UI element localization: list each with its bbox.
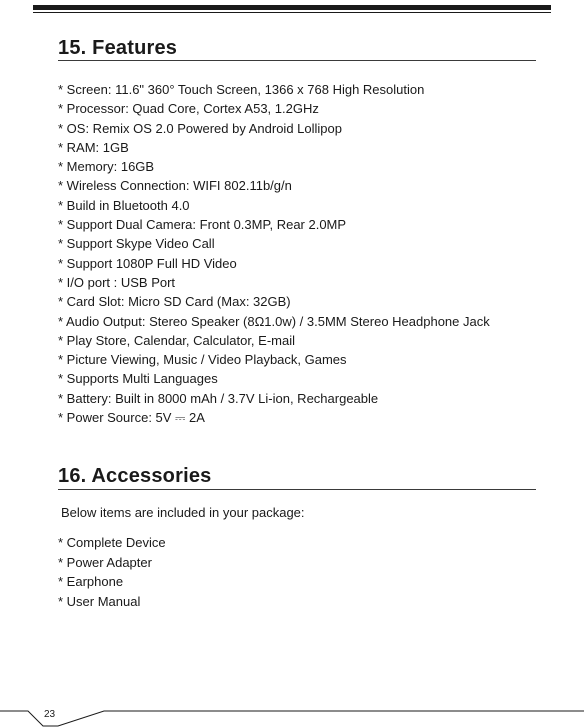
features-title: 15. Features bbox=[58, 37, 178, 59]
footer-tab-shape bbox=[0, 700, 584, 727]
accessories-title-rule bbox=[58, 489, 536, 490]
accessory-power-adapter: * Power Adapter bbox=[58, 554, 152, 570]
feature-camera: * Support Dual Camera: Front 0.3MP, Rear 2.0MP bbox=[58, 217, 347, 233]
feature-os: * OS: Remix OS 2.0 Powered by Android Lollipop bbox=[58, 120, 342, 136]
page-number: 23 bbox=[44, 709, 56, 720]
feature-power-source: * Power Source: 5V ⎓ 2A bbox=[58, 410, 205, 426]
feature-apps: * Play Store, Calendar, Calculator, E-mail bbox=[58, 332, 295, 348]
feature-video: * Support 1080P Full HD Video bbox=[58, 255, 237, 271]
feature-ram: * RAM: 1GB bbox=[58, 139, 129, 155]
header-rule-thick bbox=[33, 5, 551, 10]
accessories-list bbox=[58, 533, 166, 611]
feature-processor: * Processor: Quad Core, Cortex A53, 1.2GHz bbox=[58, 101, 319, 117]
feature-skype: * Support Skype Video Call bbox=[58, 236, 215, 252]
feature-languages: * Supports Multi Languages bbox=[58, 371, 218, 387]
feature-audio-output: * Audio Output: Stereo Speaker (8Ω1.0w) / 3.5MM Stereo Headphone Jack bbox=[58, 313, 490, 329]
accessory-user-manual: * User Manual bbox=[58, 593, 141, 609]
accessories-intro: Below items are included in your package: bbox=[61, 505, 305, 520]
feature-card-slot: * Card Slot: Micro SD Card (Max: 32GB) bbox=[58, 294, 291, 310]
header-rule-thin bbox=[33, 12, 551, 13]
accessory-earphone: * Earphone bbox=[58, 574, 124, 590]
feature-memory: * Memory: 16GB bbox=[58, 159, 155, 175]
features-list bbox=[58, 80, 490, 427]
features-title-rule bbox=[58, 60, 536, 61]
accessory-device: * Complete Device bbox=[58, 535, 166, 550]
feature-io-port: * I/O port : USB Port bbox=[58, 274, 176, 290]
feature-wireless: * Wireless Connection: WIFI 802.11b/g/n bbox=[58, 178, 292, 194]
feature-battery: * Battery: Built in 8000 mAh / 3.7V Li-ion, Rechargeable bbox=[58, 390, 379, 406]
feature-screen: * Screen: 11.6" 360° Touch Screen, 1366 x 768 High Resolution bbox=[58, 82, 425, 97]
accessories-title: 16. Accessories bbox=[58, 465, 212, 487]
feature-media: * Picture Viewing, Music / Video Playback, Games bbox=[58, 352, 347, 368]
feature-bluetooth: * Build in Bluetooth 4.0 bbox=[58, 197, 190, 213]
